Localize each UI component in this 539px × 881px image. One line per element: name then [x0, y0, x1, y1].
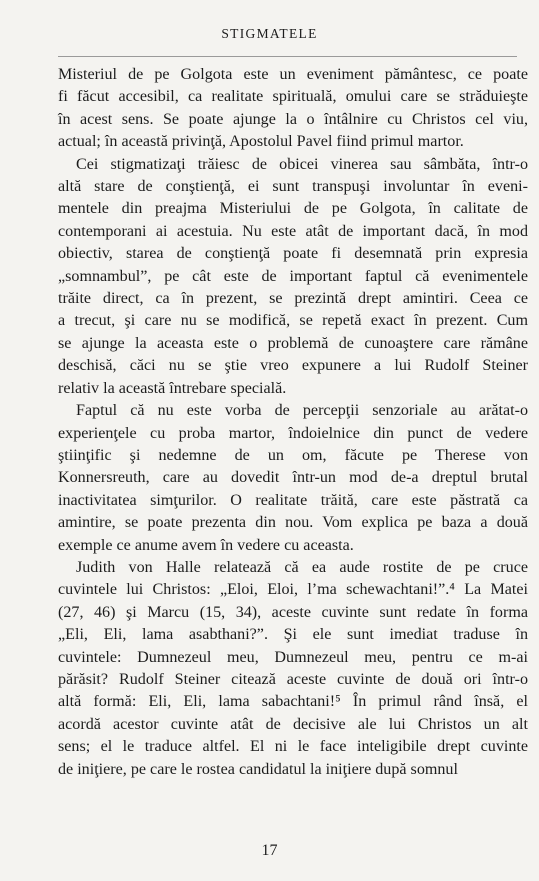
text-line: părăsit? Rudolf Steiner citează aceste cuvinte de două ori într-o: [58, 670, 528, 688]
text-line: acordă acestor cuvinte atât de decisive ale lui Christos un alt: [58, 715, 528, 733]
text-line: „somnambul”, pe cât este de important faptul că evenimentele: [58, 267, 528, 285]
text-line: experienţele cu proba martor, îndoielnice din punct de vedere: [58, 424, 528, 442]
text-line: a trecut, şi care nu se modifică, se repetă exact în prezent. Cum: [58, 312, 528, 330]
paragraph: [58, 400, 528, 557]
text-line: relativ la această întrebare specială.: [58, 379, 287, 397]
text-line: inactivitatea simţurilor. O realitate trăită, care este păstrată ca: [58, 491, 528, 509]
text-line: obiectiv, starea de conştienţă poate fi desemnată prin expresia: [58, 245, 528, 263]
text-line: Cei stigmatizaţi trăiesc de obicei vinerea sau sâmbăta, într-o: [76, 155, 528, 173]
page-number: 17: [261, 842, 278, 859]
text-line: altă formă: Eli, Eli, lama sabachtani!⁵ În primul rând însă, el: [58, 693, 528, 711]
text-line: se ajunge la aceasta este o problemă de cunoaştere care rămâne: [58, 334, 528, 352]
text-line: cuvintele lui Christos: „Eloi, Eloi, l’ma schewachtani!”.⁴ La Matei: [58, 581, 528, 599]
text-line: Konnersreuth, care au dovedit într-un mod de-a dreptul brutal: [58, 469, 528, 487]
body-text: [58, 64, 528, 781]
paragraph: [58, 64, 528, 154]
header-rule: [58, 56, 517, 57]
text-line: deschisă, căci nu se ştie vreo expunere a lui Rudolf Steiner: [58, 357, 528, 375]
text-line: „Eli, Eli, lama asabthani?”. Şi ele sunt imediat traduse în: [58, 626, 528, 644]
text-line: Faptul că nu este vorba de percepţii senzoriale au arătat-o: [76, 402, 528, 420]
text-line: (27, 46) şi Marcu (15, 34), aceste cuvinte sunt redate în forma: [58, 603, 528, 621]
text-line: ştiinţific şi nedemne de un om, făcute pe Therese von: [58, 446, 528, 464]
text-line: în acest sens. Se poate ajunge la o întâlnire cu Christos cel viu,: [58, 110, 528, 128]
text-line: Misteriul de pe Golgota este un eveniment pământesc, ce poate: [58, 66, 528, 83]
text-line: contemporani ai acestuia. Nu este atât de important dacă, în mod: [58, 222, 528, 240]
paragraph: [58, 557, 528, 781]
text-line: altă stare de conştienţă, ei sunt transpuşi involuntar în eveni-: [58, 178, 528, 196]
paragraph: [58, 154, 528, 400]
text-line: de iniţiere, pe care le rostea candidatul la iniţiere după somnul: [58, 760, 458, 778]
text-line: amintire, se poate prezenta din nou. Vom explica pe baza a două: [58, 514, 528, 532]
text-line: mentele din preajma Misteriului de pe Golgota, în calitate de: [58, 200, 528, 218]
text-line: sens; el le traduce altfel. El ni le face inteligibile drept cuvinte: [58, 738, 528, 756]
text-line: trăite direct, ca în prezent, se prezintă drept amintiri. Ceea ce: [58, 290, 528, 308]
text-line: Judith von Halle relatează că ea aude rostite de pe cruce: [76, 558, 528, 576]
text-line: cuvintele: Dumnezeul meu, Dumnezeul meu, pentru ce m-ai: [58, 648, 528, 666]
running-header: STIGMATELE: [221, 26, 318, 41]
text-line: actual; în această privinţă, Apostolul Pavel fiind primul martor.: [58, 133, 464, 151]
text-line: fi făcut accesibil, ca realitate spirituală, omului care se străduieşte: [58, 88, 528, 106]
text-line: exemple ce anume avem în vedere cu aceasta.: [58, 536, 354, 554]
